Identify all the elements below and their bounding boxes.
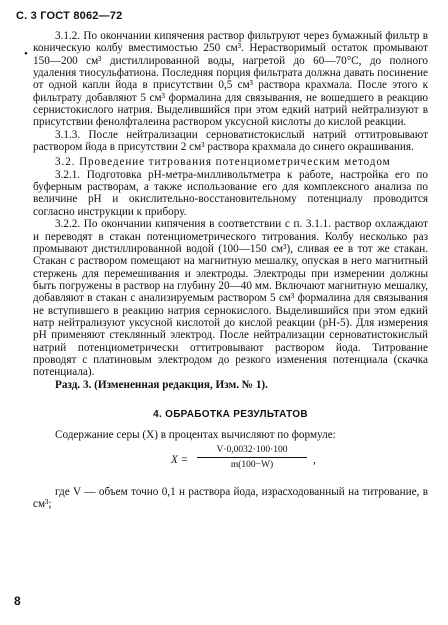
- where-definition: где V — объем точно 0,1 н раствора йода, израсходованный на титрование, в см³;: [33, 485, 428, 510]
- page-body: [33, 30, 428, 510]
- paragraph-3-2-1: 3.2.1. Подготовка рН-метра-милливольтметра к работе, настройка его по буферным растворам, а также использование его для комплексного анализа по величине рН и окислительно-восстановительному потенциалу проводится согласно инструкции к прибору.: [33, 168, 428, 218]
- page-number: 8: [14, 594, 21, 608]
- sulfur-formula: [33, 444, 428, 486]
- formula-denominator: m(100−W): [230, 460, 274, 470]
- subsection-3-2-title: 3.2. Проведение титрования потенциометрическим методом: [55, 156, 391, 169]
- page-header: С. 3 ГОСТ 8062—72: [16, 10, 123, 22]
- margin-bullet: •: [24, 48, 28, 60]
- formula-lhs: X =: [171, 453, 189, 466]
- paragraph-3-1-3: 3.1.3. После нейтрализации серноватистокислый натрий оттитровывают раствором йода в присутствии 2 см³ раствора крахмала до синего окрашивания.: [33, 128, 428, 154]
- edition-note: Разд. 3. (Измененная редакция, Изм. № 1).: [55, 378, 268, 391]
- formula-comma: ,: [313, 453, 316, 466]
- formula-fraction: [197, 444, 307, 472]
- paragraph-3-1-2: 3.1.2. По окончании кипячения раствор фильтруют через бумажный фильтр в коническую колбу вместимостью 250 см³. Нерастворимый остаток промывают 150—200 см³ дистиллированной воды, нагретой до 60—70°С, до полного удаления тиосульфатиона. Последняя порция фильтрата должна давать посинение от одной капли йода в присутствии 0,5 см³ раствора крахмала. После этого к фильтрату добавляют 5 см³ формалина для связывания, не вошедшего в реакцию сернистокислого натрия. Выделившийся при этом едкий натрий нейтрализуют в присутствии фенолфталеина раствором уксусной кислоты до кислой реакции.: [33, 30, 428, 129]
- formula-numerator: V·0,0032·100·100: [197, 444, 307, 458]
- section-4-title: 4. ОБРАБОТКА РЕЗУЛЬТАТОВ: [153, 408, 308, 420]
- formula-intro: Содержание серы (X) в процентах вычисляют по формуле:: [55, 429, 336, 442]
- paragraph-3-2-2: 3.2.2. По окончании кипячения в соответствии с п. 3.1.1. раствор охлаждают и переводят в стакан потенциометрического титрования. Колбу несколько раз промывают дистиллированной водой (100—150 см³), сливая ее в тот же стакан. Стакан с раствором помещают на магнитную мешалку, опуская в него магнитный стержень для перемешивания и электроды. Электроды при измерении должны быть погружены в раствор на глубину 20—40 мм. Включают магнитную мешалку, добавляют в стакан с анализируемым раствором 5 см³ формалина для связывания не вступившего в реакцию натрия сернокислого. Выделившийся при этом едкий натр нейтрализуют уксусной кислотой до кислой реакции (рН-5). Для измерения рН применяют стеклянный электрод. После нейтрализации серноватистокислый натрий потенциометрически оттитровывают раствором йода. Титрование проводят с платиновым электродом до резкого изменения потенциала (скачка потенциала).: [33, 218, 428, 379]
